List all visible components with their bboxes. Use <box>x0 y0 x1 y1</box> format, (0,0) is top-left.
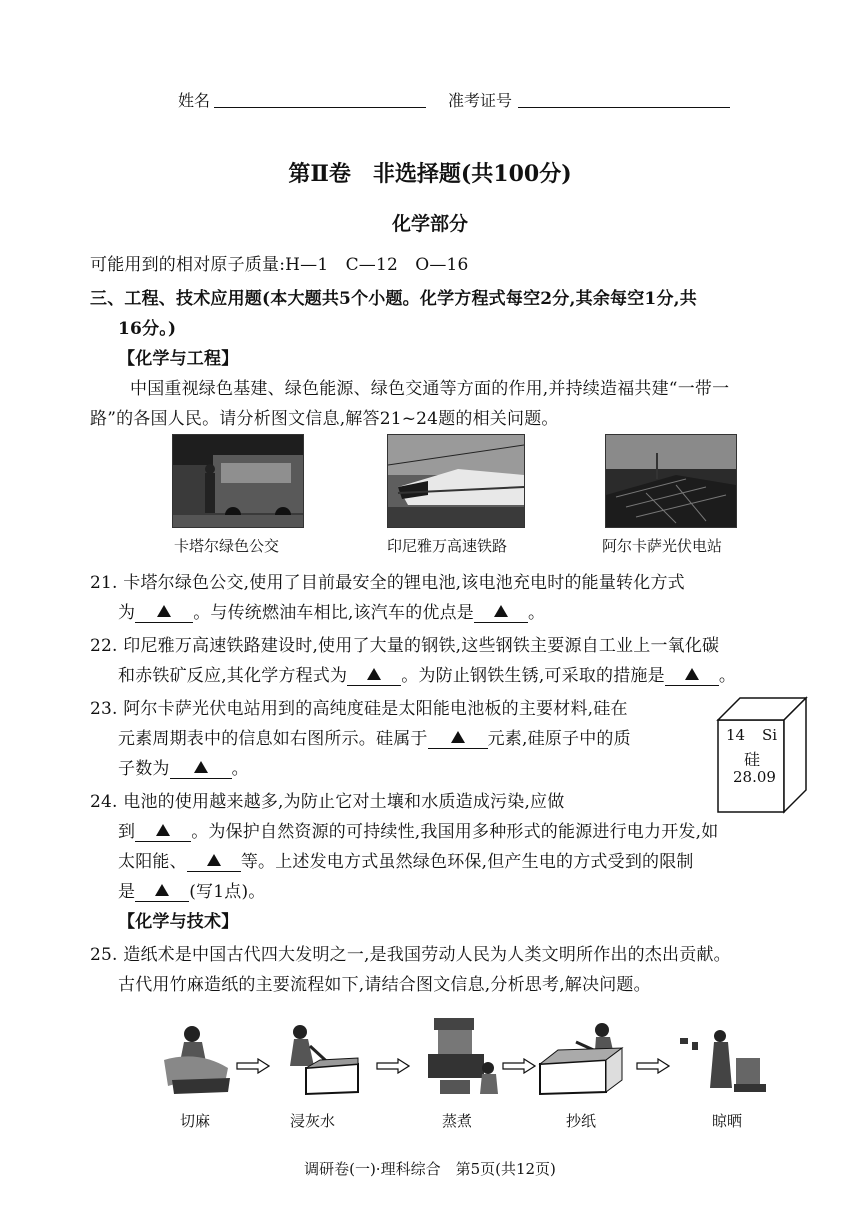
element-name: 硅 <box>744 750 761 769</box>
element-cell-figure <box>714 690 810 820</box>
arrow-right-icon <box>376 1058 410 1074</box>
q23-line3: 子数为 。 <box>118 759 249 779</box>
triangle-icon <box>494 605 508 617</box>
exam-id-label: 准考证号 <box>448 91 513 110</box>
atomic-mass: 28.09 <box>733 768 776 786</box>
railway-photo <box>387 434 525 528</box>
name-label: 姓名 <box>178 91 211 110</box>
atomic-mass-line: 可能用到的相对原子质量:H—1 C—12 O—16 <box>90 255 469 275</box>
triangle-icon <box>367 668 381 680</box>
steaming-illustration <box>418 1014 502 1098</box>
q22-line2: 和赤铁矿反应,其化学方程式为 。为防止钢铁生锈,可采取的措施是 。 <box>118 666 737 686</box>
intro-paragraph: 中国重视绿色基建、绿色能源、绿色交通等方面的作用,并持续造福共建“一带一 <box>130 379 730 399</box>
exam-id-field[interactable] <box>518 107 730 108</box>
q24-line3: 太阳能、 等。上述发电方式虽然绿色环保,但产生电的方式受到的限制 <box>118 852 694 872</box>
solar-station-caption: 阿尔卡萨光伏电站 <box>602 537 723 555</box>
papermaking-illustration <box>536 1020 632 1096</box>
cutting-illustration <box>158 1020 238 1096</box>
atomic-number: 14 <box>726 726 746 744</box>
technology-label: 【化学与技术】 <box>118 912 239 932</box>
q24-line1: 24. 电池的使用越来越多,为防止它对土壤和水质造成污染,应做 <box>90 792 565 812</box>
solar-station-photo <box>605 434 737 528</box>
arrow-right-icon <box>502 1058 536 1074</box>
q24-line2: 到 。为保护自然资源的可持续性,我国用多种形式的能源进行电力开发,如 <box>118 822 719 842</box>
q21-line2: 为 。与传统燃油车相比,该汽车的优点是 。 <box>118 603 546 623</box>
answer-blank[interactable] <box>135 884 189 902</box>
intro-paragraph-cont: 路”的各国人民。请分析图文信息,解答21~24题的相关问题。 <box>90 409 559 429</box>
railway-caption: 印尼雅万高速铁路 <box>387 537 508 555</box>
answer-blank[interactable] <box>187 854 241 872</box>
subject-title: 化学部分 <box>391 213 468 235</box>
triangle-icon <box>157 605 171 617</box>
step-label: 切麻 <box>180 1112 211 1130</box>
step-label: 晾晒 <box>712 1112 743 1130</box>
step-label: 浸灰水 <box>290 1112 336 1130</box>
answer-blank[interactable] <box>474 605 528 623</box>
step-label: 抄纸 <box>566 1112 597 1130</box>
q21-line1: 21. 卡塔尔绿色公交,使用了目前最安全的锂电池,该电池充电时的能量转化方式 <box>90 573 685 593</box>
triangle-icon <box>156 824 170 836</box>
bus-caption: 卡塔尔绿色公交 <box>174 537 280 555</box>
part3-heading-cont: 16分。) <box>118 319 177 339</box>
q25-line1: 25. 造纸术是中国古代四大发明之一,是我国劳动人民为人类文明所作出的杰出贡献。 <box>90 945 731 965</box>
q23-line2: 元素周期表中的信息如右图所示。硅属于 元素,硅原子中的质 <box>118 729 631 749</box>
triangle-icon <box>194 761 208 773</box>
triangle-icon <box>685 668 699 680</box>
q23-line1: 23. 阿尔卡萨光伏电站用到的高纯度硅是太阳能电池板的主要材料,硅在 <box>90 699 628 719</box>
arrow-right-icon <box>636 1058 670 1074</box>
step-label: 蒸煮 <box>442 1112 473 1130</box>
engineering-label: 【化学与工程】 <box>118 349 239 369</box>
name-field[interactable] <box>214 107 426 108</box>
soaking-illustration <box>270 1022 360 1096</box>
page-footer: 调研卷(一)·理科综合 第5页(共12页) <box>304 1160 556 1178</box>
answer-blank[interactable] <box>135 605 193 623</box>
section-title: 第Ⅱ卷 非选择题(共100分) <box>288 161 572 187</box>
answer-blank[interactable] <box>170 761 232 779</box>
bus-photo <box>172 434 304 528</box>
answer-blank[interactable] <box>428 731 488 749</box>
arrow-right-icon <box>236 1058 270 1074</box>
triangle-icon <box>155 884 169 896</box>
q22-line1: 22. 印尼雅万高速铁路建设时,使用了大量的钢铁,这些钢铁主要源自工业上一氧化碳 <box>90 636 720 656</box>
triangle-icon <box>451 731 465 743</box>
q25-line2: 古代用竹麻造纸的主要流程如下,请结合图文信息,分析思考,解决问题。 <box>118 975 651 995</box>
drying-illustration <box>676 1028 772 1096</box>
q24-line4: 是 (写1点)。 <box>118 882 266 902</box>
element-symbol: Si <box>762 726 778 744</box>
part3-heading: 三、工程、技术应用题(本大题共5个小题。化学方程式每空2分,其余每空1分,共 <box>90 289 697 309</box>
triangle-icon <box>207 854 221 866</box>
answer-blank[interactable] <box>135 824 191 842</box>
answer-blank[interactable] <box>665 668 719 686</box>
answer-blank[interactable] <box>347 668 401 686</box>
